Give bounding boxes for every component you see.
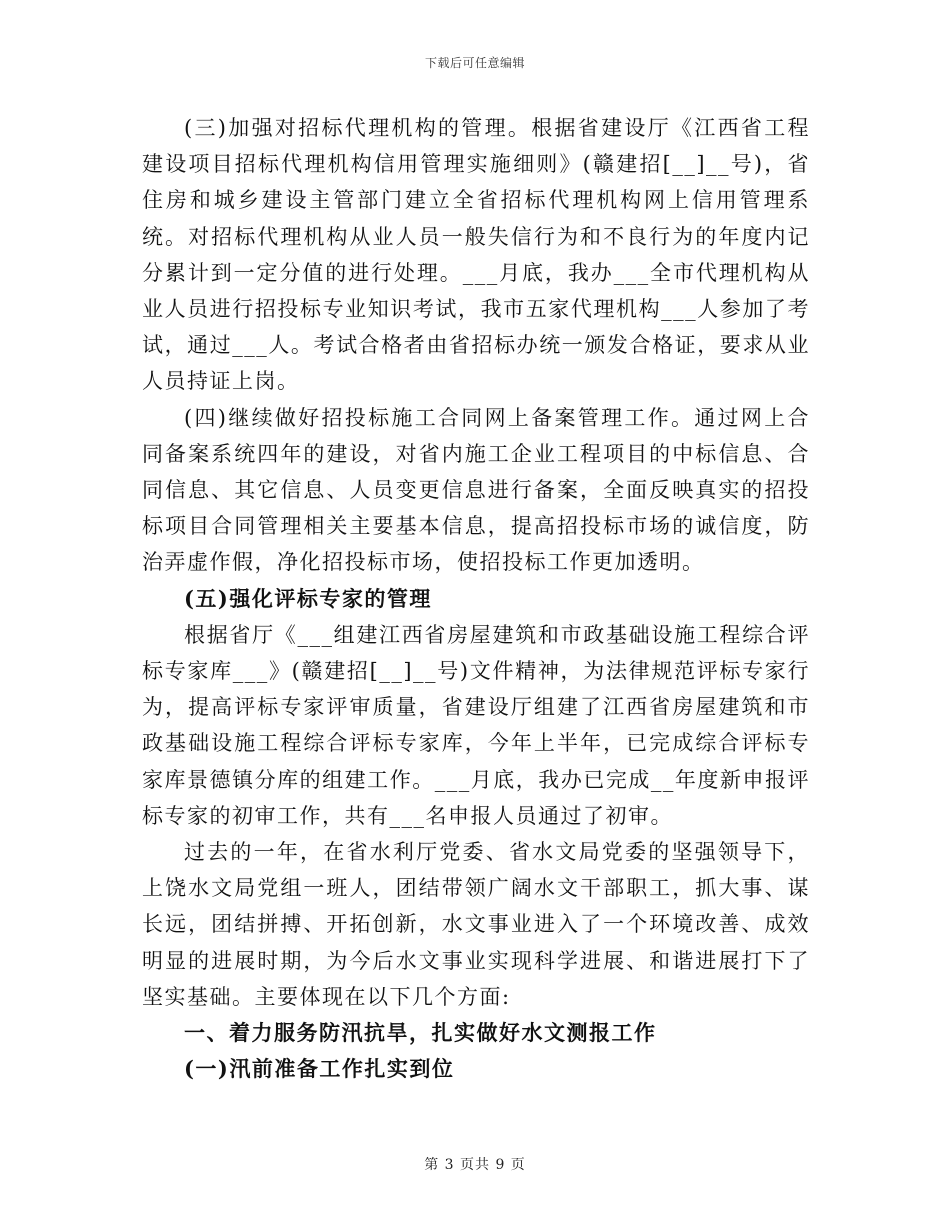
- heading-flood-service: 一、着力服务防汛抗旱，扎实做好水文测报工作: [184, 1020, 657, 1046]
- paragraph-year-review: 过去的一年，在省水利厅党委、省水文局党委的坚强领导下，上饶水文局党组一班人，团结带领广阔水文干部职工，抓大事、谋长远，团结拼搏、开拓创新，水文事业进入了一个环境改善、成效明显的进展时期，为今后水文事业实现科学进展、和谐进展打下了坚实基础。主要体现在以下几个方面:: [142, 840, 810, 1009]
- paragraph-expert-database: 根据省厅《___组建江西省房屋建筑和市政基础设施工程综合评标专家库___》(赣建招[__]__号)文件精神，为法律规范评标专家行为，提高评标专家评审质量，省建设厅组建了江西省房屋建筑和市政基础设施工程综合评标专家库，今年上半年，已完成综合评标专家库景德镇分库的组建工作。___月底，我办已完成__年度新申报评标专家的初审工作，共有___名申报人员通过了初审。: [142, 622, 810, 828]
- page-header: 下载后可任意编辑: [424, 56, 525, 70]
- document-body: [142, 110, 810, 1087]
- paragraph-contract-filing: (四)继续做好招投标施工合同网上备案管理工作。通过网上合同备案系统四年的建设，对省内施工企业工程项目的中标信息、合同信息、其它信息、人员变更信息进行备案，全面反映真实的招投标项目合同管理相关主要基本信息，提高招投标市场的诚信度，防治弄虚作假，净化招投标市场，使招投标工作更加透明。: [142, 405, 810, 575]
- heading-preflood-preparation: (一)汛前准备工作扎实到位: [184, 1056, 455, 1082]
- heading-expert-management: (五)强化评标专家的管理: [184, 585, 432, 611]
- page-footer: 第 3 页共 9 页: [424, 1157, 526, 1173]
- paragraph-agency-management: (三)加强对招标代理机构的管理。根据省建设厅《江西省工程建设项目招标代理机构信用管理实施细则》(赣建招[__]__号)，省住房和城乡建设主管部门建立全省招标代理机构网上信用管理系统。对招标代理机构从业人员一般失信行为和不良行为的年度内记分累计到一定分值的进行处理。___月底，我办___全市代理机构从业人员进行招投标专业知识考试，我市五家代理机构___人参加了考试，通过___人。考试合格者由省招标办统一颁发合格证，要求从业人员持证上岗。: [142, 116, 810, 394]
